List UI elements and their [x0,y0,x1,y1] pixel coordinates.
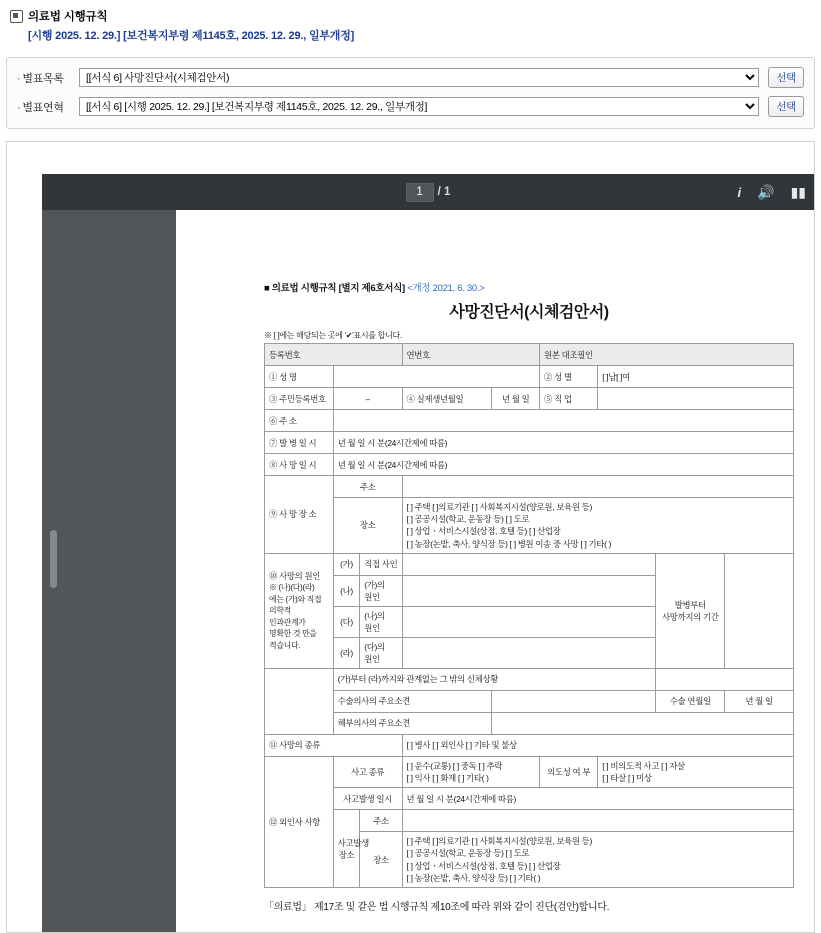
death-place-option-4[interactable]: [ ] 농장(논밭, 축사, 양식장 등) [ ] 병원 이송 중 사망 [ ] 기타( ) [406,538,612,549]
table-history-select-button[interactable]: 선택 [768,96,804,117]
law-effective-date: [시행 2025. 12. 29.] [보건복지부령 제1145호, 2025. 12. 29., 일부개정] [28,30,355,42]
cell-death-kind-options[interactable]: [ ] 병사 [ ] 외인사 [ ] 기타 및 불상 [402,734,793,756]
cell-accident-place-kind-label: 장소 [360,832,402,888]
intent-option-1[interactable]: [ ] 비의도적 사고 [ ] 자살 [602,760,685,771]
cell-cause-b-label: (가)의 원인 [360,575,402,606]
document-icon [10,10,23,23]
cell-reg-no-label: 등록번호 [265,344,403,366]
page-header [0,0,821,47]
cell-surgery-label: 수술의사의 주요소견 [333,690,492,712]
cell-accident-kind-options[interactable] [402,756,540,787]
table-row [265,454,794,476]
cell-cause-c-label: (나)의 원인 [360,606,402,637]
cell-job-value[interactable] [598,388,794,410]
cell-death-place-addr-value[interactable] [402,476,793,498]
table-row [265,553,794,575]
cell-other-condition-label: (가)부터 (라)까지와 관계없는 그 밖의 신체상황 [333,668,656,690]
cell-birth-value[interactable]: 년 월 일 [492,388,540,410]
table-history-select[interactable] [79,97,759,116]
cell-autopsy-label: 해부의사의 주요소견 [333,712,492,734]
table-row [265,712,794,734]
cell-cause-d-label: (다)의 원인 [360,637,402,668]
bullet-icon: · [17,101,21,114]
table-row [265,476,794,498]
cell-surgery-value[interactable] [492,690,656,712]
law-title-row [10,8,811,24]
cell-name-label: ① 성 명 [265,366,334,388]
cell-address-label: ⑥ 주 소 [265,410,334,432]
cell-cause-b-value[interactable] [402,575,656,606]
table-row [265,756,794,787]
table-row [265,388,794,410]
speaker-icon[interactable]: 🔊 [757,184,775,200]
cell-birth-label: ④ 실제생년월일 [402,388,492,410]
selection-panel [6,57,815,129]
cell-onset-value[interactable]: 년 월 일 시 분(24시간제에 따름) [333,432,793,454]
accident-option-2[interactable]: [ ] 익사 [ ] 화재 [ ] 기타( ) [406,772,489,783]
panel-icon[interactable]: ▮▮ [790,184,806,200]
table-row [265,690,794,712]
cell-accident-datetime-value[interactable]: 년 월 일 시 분(24시간제에 따름) [402,788,793,810]
form-title: 사망진단서(시체검안서) [449,304,609,321]
page-number-input[interactable]: 1 [406,183,434,202]
cell-death-time-label: ⑧ 사 망 일 시 [265,454,334,476]
cell-rrn-label: ③ 주민등록번호 [265,388,334,410]
cell-intent-label: 의도성 여 부 [540,756,598,787]
cell-cause-d-value[interactable] [402,637,656,668]
cell-duration-value[interactable] [725,553,794,668]
cell-address-value[interactable] [333,410,793,432]
info-icon[interactable]: i [737,184,742,200]
cell-other-condition-value[interactable] [656,668,794,690]
cell-death-kind-label: ⑪ 사망의 종류 [265,734,403,756]
page-title: 의료법 시행규칙 [28,11,108,23]
pdf-viewer [6,141,815,933]
table-row [265,788,794,810]
cell-accident-addr-value[interactable] [402,810,793,832]
page-indicator [406,183,451,202]
intent-option-2[interactable]: [ ] 타살 [ ] 미상 [602,772,652,783]
death-place-option-1[interactable]: [ ] 주택 [ ]의료기관 [ ] 사회복지시설(양로원, 보육원 등) [406,502,592,512]
table-row [265,432,794,454]
table-list-select-button[interactable]: 선택 [768,67,804,88]
cell-onset-label: ⑦ 발 병 일 시 [265,432,334,454]
accident-place-option-3[interactable]: [ ] 상업ㆍ서비스시설(상점, 호텔 등) [ ] 산업장 [406,860,561,871]
form-closing-statement: 「의료법」 제17조 및 같은 법 시행규칙 제10조에 따라 위와 같이 진단(검안)합니다. [264,901,610,913]
cell-death-time-value[interactable]: 년 월 일 시 분(24시간제에 따름) [333,454,793,476]
cell-cause-b-no: (나) [333,575,359,606]
cell-cause-c-value[interactable] [402,606,656,637]
cell-external-label: ⑫ 외인사 사항 [265,756,334,887]
cell-cause-label [265,553,334,668]
certificate-table [264,343,794,888]
death-certificate-form [264,280,794,913]
cell-accident-addr-label: 주소 [360,810,402,832]
cell-accident-kind-label: 사고 종류 [333,756,402,787]
cell-name-value[interactable] [333,366,539,388]
cell-cause-c-no: (다) [333,606,359,637]
cell-cause-a-label: 직접 사인 [360,553,402,575]
cell-cause-a-no: (가) [333,553,359,575]
cell-accident-place-options[interactable] [402,832,793,888]
cell-cause-note-spacer [265,668,334,734]
table-row [265,344,794,366]
cell-surgery-date-label: 수술 연월일 [656,690,725,712]
table-history-row [17,96,804,117]
accident-place-option-2[interactable]: [ ] 공공시설(학교, 운동장 등) [ ] 도로 [406,848,530,859]
table-row [265,498,794,554]
form-checkbox-note: ※ [ ]에는 해당되는 곳에 '✔'표시를 합니다. [264,331,402,340]
table-history-label: · 별표연혁 [17,101,64,114]
table-list-select[interactable] [79,68,759,87]
table-row [265,734,794,756]
cell-death-place-options[interactable] [402,498,793,554]
cell-death-place-addr-label: 주소 [333,476,402,498]
accident-option-1[interactable]: [ ] 운수(교통) [ ] 중독 [ ] 추락 [406,760,503,771]
accident-place-option-1[interactable]: [ ] 주택 [ ]의료기관 [ ] 사회복지시설(양로원, 보육원 등) [406,836,592,847]
table-list-row [17,67,804,88]
cell-death-place-label: ⑨ 사 망 장 소 [265,476,334,554]
cell-accident-place-label: 사고발생 장소 [333,810,359,888]
table-row [265,810,794,832]
cell-sex-label: ② 성 별 [540,366,598,388]
pdf-canvas-area [42,210,814,932]
cell-serial-no-label: 연번호 [402,344,540,366]
pdf-toolbar-actions [738,174,806,210]
cause-note: ※ (나)(다)(라)에는 (가)와 직접 의학적 인과관계가 명확한 것 만을 적습니다. [269,583,322,650]
cell-intent-options[interactable] [598,756,794,787]
death-place-option-2[interactable]: [ ] 공공시설(학교, 운동장 등) [ ] 도로 [406,514,530,525]
table-list-label: · 별표목록 [17,72,64,85]
cell-surgery-date-value[interactable]: 년 월 일 [725,690,794,712]
table-row [265,366,794,388]
pdf-toolbar [42,174,814,210]
cell-accident-datetime-label: 사고발생 일시 [333,788,402,810]
death-place-option-3[interactable]: [ ] 상업ㆍ서비스시설(상점, 호텔 등) [ ] 산업장 [406,526,561,537]
table-row [265,668,794,690]
cell-duration-label: 발병부터 사망까지의 기간 [656,553,725,668]
accident-place-option-4[interactable]: [ ] 농장(논밭, 축사, 양식장 등) [ ] 기타( ) [406,872,541,883]
cell-death-place-kind-label: 장소 [333,498,402,554]
bullet-icon: · [17,72,21,85]
cell-rrn-value[interactable]: – [333,388,402,410]
form-revision-label: <개정 2021. 6. 30.> [407,283,485,294]
pdf-scroll-thumb[interactable] [50,530,57,588]
page-total-label: / 1 [437,186,451,198]
cell-job-label: ⑤ 직 업 [540,388,598,410]
pdf-page [176,210,814,932]
cell-autopsy-value[interactable] [492,712,794,734]
cell-sex-options[interactable]: [ ]남[ ]여 [598,366,794,388]
table-row [265,410,794,432]
cell-cause-a-value[interactable] [402,553,656,575]
cause-title: ⑩ 사망의 원인 [269,571,321,582]
cell-cause-d-no: (라) [333,637,359,668]
cell-original-check-label: 원본 대조필인 [540,344,794,366]
form-reference-line: ■ 의료법 시행규칙 [별지 제6호서식] <개정 2021. 6. 30.> [264,283,485,294]
